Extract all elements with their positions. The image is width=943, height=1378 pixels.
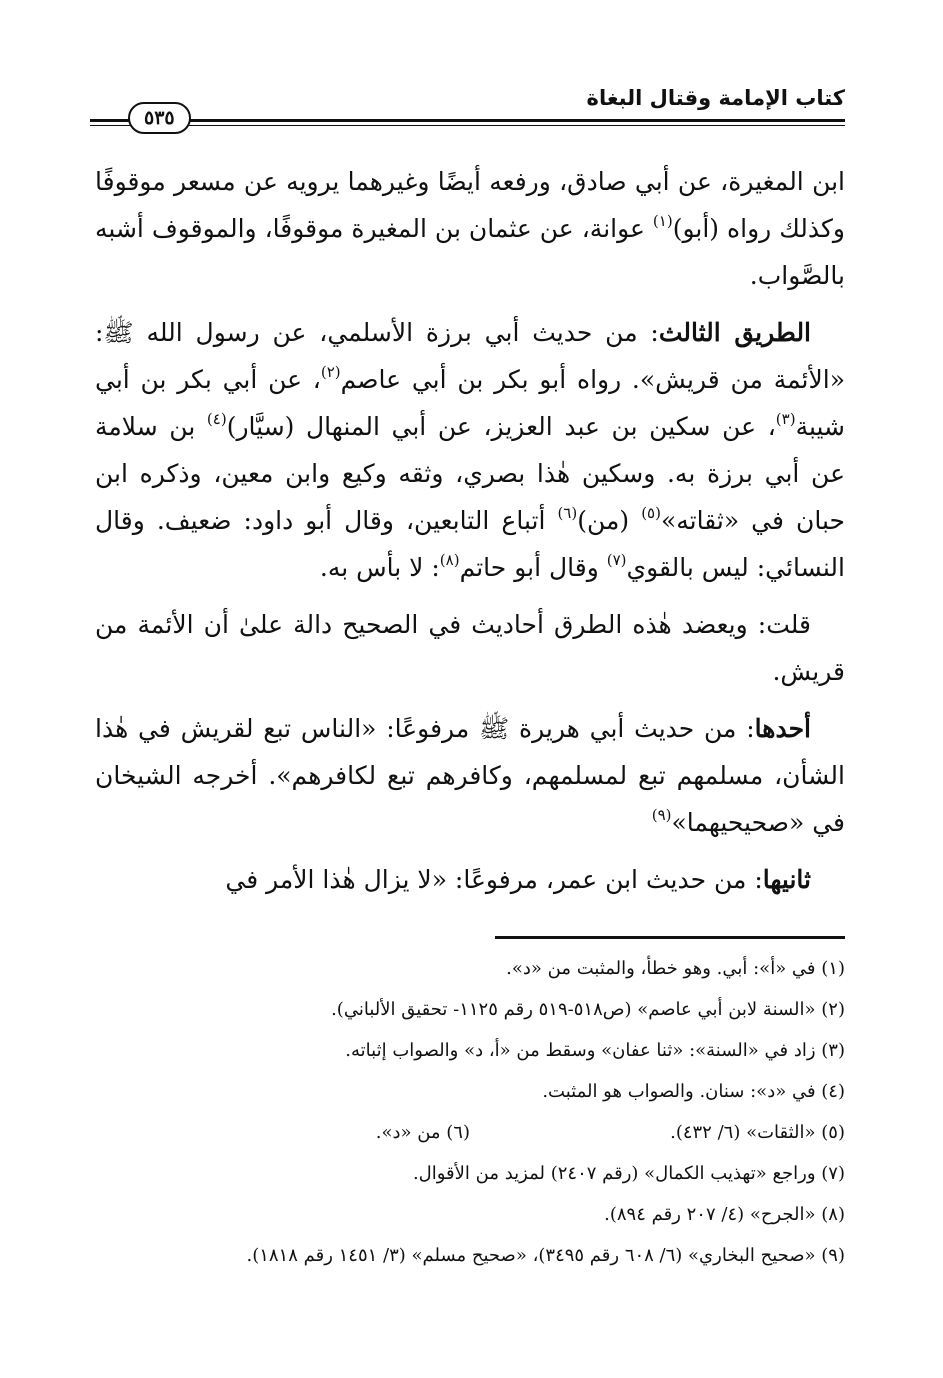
paragraph-4: أحدها: من حديث أبي هريرة ﷺ مرفوعًا: «الناس تبع لقريش في هٰذا الشأن، مسلمهم تبع لمسلمهم، وكافرهم تبع لكافرهم». أخرجه الشيخان في «صحيحيهما»$^{(٩)}$ [95, 714, 845, 837]
footnote-6: (٦) من «د». [375, 1122, 470, 1143]
footnote-7: (٧) وراجع «تهذيب الكمال» (رقم ٢٤٠٧) لمزيد من الأقوال. [412, 1163, 845, 1184]
footnote-9: (٩) «صحيح البخاري» (٦/ ٦٠٨ رقم ٣٤٩٥)، «صحيح مسلم» (٣/ ١٤٥١ رقم ١٨١٨). [246, 1245, 845, 1266]
header-rule-thick [90, 119, 845, 122]
footnote-ref: (٩) [651, 806, 672, 824]
paragraph-5: ثانيها: من حديث ابن عمر، مرفوعًا: «لا يزال هٰذا الأمر في [225, 865, 811, 894]
footnote-separator [495, 936, 845, 939]
footnote-8: (٨) «الجرح» (٤/ ٢٠٧ رقم ٨٩٤). [604, 1204, 845, 1225]
footnotes [95, 948, 845, 1276]
footnote-pair [95, 1112, 845, 1153]
page-number: ٥٣٥ [128, 102, 191, 134]
main-text [95, 158, 845, 913]
running-title: كتاب الإمامة وقتال البغاة [586, 86, 845, 110]
section-lead: الطريق الثالث [658, 318, 812, 347]
footnote-ref: (٧) [606, 551, 627, 569]
footnote-ref: (٨) [439, 551, 460, 569]
footnote-ref: (٤) [206, 410, 227, 428]
footnote-1: (١) في «أ»: أبي. وهو خطأ، والمثبت من «د». [506, 958, 845, 979]
footnote-2: (٢) «السنة لابن أبي عاصم» (ص٥١٨-٥١٩ رقم ١١٢٥- تحقيق الألباني). [331, 999, 845, 1020]
footnote-3: (٣) زاد في «السنة»: «ثنا عفان» وسقط من «أ، د» والصواب إثباته. [345, 1040, 845, 1061]
paragraph-3: قلت: ويعضد هٰذه الطرق أحاديث في الصحيح دالة علىٰ أن الأئمة من قريش. [95, 610, 845, 686]
section-lead: أحدها [754, 714, 811, 743]
footnote-ref: (٥) [641, 504, 661, 522]
footnote-5: (٥) «الثقات» (٦/ ٤٣٢). [670, 1122, 845, 1143]
footnote-ref: (٢) [320, 363, 341, 381]
section-lead: ثانيها [762, 865, 811, 894]
footnote-ref: (١) [652, 212, 673, 230]
footnote-4: (٤) في «د»: سنان. والصواب هو المثبت. [542, 1081, 845, 1102]
header-rule-thin [90, 125, 845, 126]
footnote-ref: (٣) [775, 410, 796, 428]
paragraph-2: الطريق الثالث: من حديث أبي برزة الأسلمي، عن رسول الله ﷺ: «الأئمة من قريش». رواه أبو بكر بن أبي عاصم$^{(٢)}$، عن أبي بكر بن أبي شيبة$^{(٣)}$، عن سكين بن عبد العزيز، عن أبي المنهال (سيَّار)$^{(٤)}$ بن سلامة عن أبي برزة به. وسكين هٰذا بصري، وثقه وكيع وابن معين، وذكره ابن حبان في «ثقاته»$^{(٥)}$ (من)$^{(٦)}$ أتباع التابعين، وقال أبو داود: ضعيف. وقال النسائي: ليس بالقوي$^{(٧)}$ وقال أبو حاتم$^{(٨)}$: لا بأس به. [95, 318, 846, 582]
paragraph-1: ابن المغيرة، عن أبي صادق، ورفعه أيضًا وغيرهما يرويه عن مسعر موقوفًا وكذلك رواه (أبو)$^{(١)}$ عوانة، عن عثمان بن المغيرة موقوفًا، والموقوف أشبه بالصَّواب. [95, 167, 845, 290]
page-header [90, 80, 845, 140]
footnote-ref: (٦) [557, 504, 578, 522]
